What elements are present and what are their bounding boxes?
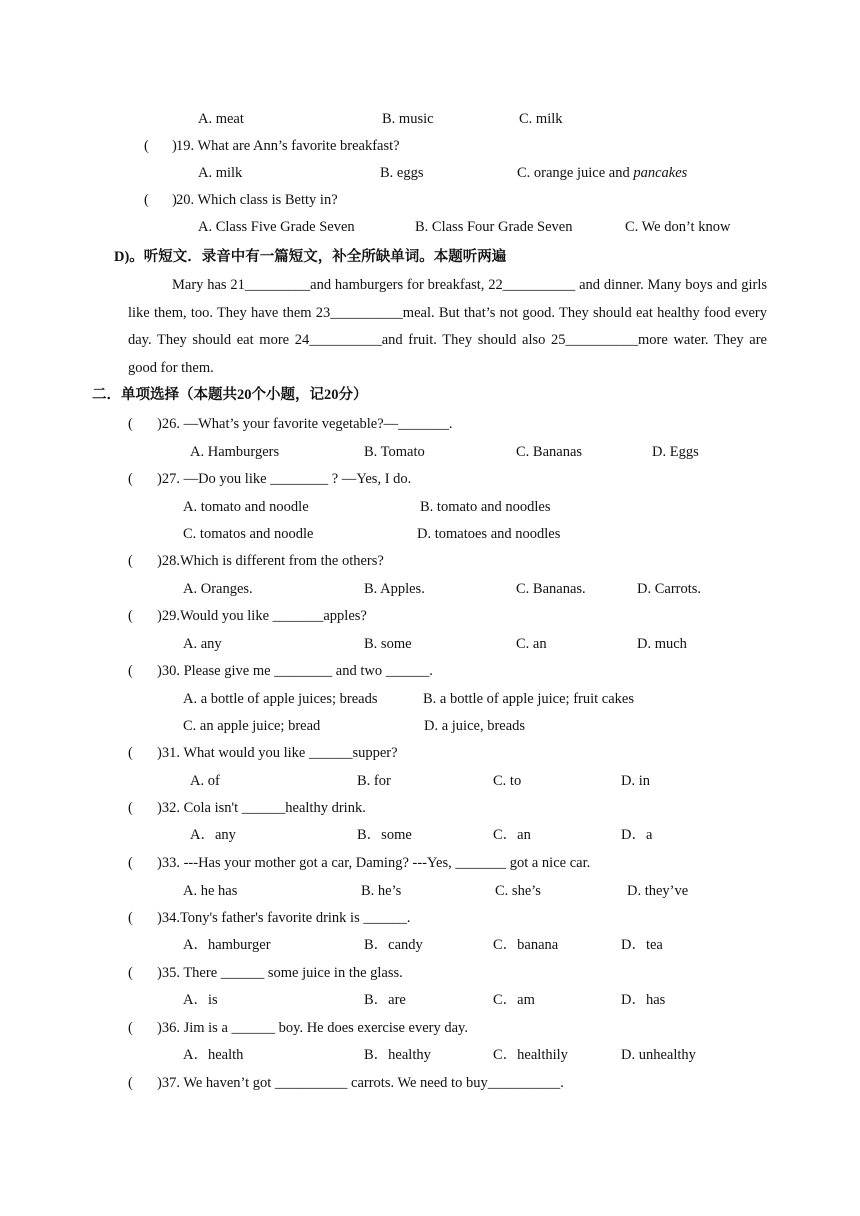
q26-option-c: C. Bananas bbox=[516, 444, 583, 460]
q32-paren: ( bbox=[128, 800, 133, 816]
q19-stem: 19. What are Ann’s favorite breakfast? bbox=[176, 138, 400, 154]
q33-stem: )33. ---Has your mother got a car, Daming? ---Yes, _______ got a nice car. bbox=[157, 855, 591, 871]
q19-option-c-text: C. orange juice and bbox=[517, 165, 634, 181]
q27-option-a: A. tomato and noodle bbox=[183, 499, 309, 515]
q28-option-b: B. Apples. bbox=[364, 581, 425, 597]
q20-close: ) bbox=[172, 192, 177, 208]
q31-paren: ( bbox=[128, 745, 133, 761]
q18-option-b: B. music bbox=[382, 111, 434, 127]
q26-option-a: A. Hamburgers bbox=[190, 444, 280, 460]
q19-option-a: A. milk bbox=[198, 165, 243, 181]
q31-stem: )31. What would you like ______supper? bbox=[157, 745, 398, 761]
q19-option-c-italic: pancakes bbox=[633, 165, 688, 181]
q20-option-c: C. We don’t know bbox=[625, 219, 731, 235]
section-d-passage bbox=[128, 272, 767, 382]
q34-paren: ( bbox=[128, 910, 133, 926]
q26-option-b: B. Tomato bbox=[364, 444, 425, 460]
q19-option-c bbox=[517, 164, 687, 182]
q29-stem: )29.Would you like _______apples? bbox=[157, 608, 367, 624]
q20-paren: ( bbox=[144, 192, 149, 208]
q26-option-d: D. Eggs bbox=[652, 444, 699, 460]
q27-option-c: C. tomatos and noodle bbox=[183, 526, 314, 542]
q32-option-d: D．a bbox=[621, 827, 653, 843]
q27-option-d: D. tomatoes and noodles bbox=[417, 526, 561, 542]
q28-option-a: A. Oranges. bbox=[183, 581, 253, 597]
q18-option-c: C. milk bbox=[519, 111, 563, 127]
q30-option-a: A. a bottle of apple juices; breads bbox=[183, 691, 378, 707]
q27-stem: )27. —Do you like ________ ? —Yes, I do. bbox=[157, 471, 412, 487]
q27-option-b: B. tomato and noodles bbox=[420, 499, 551, 515]
q29-option-d: D. much bbox=[637, 636, 687, 652]
q32-option-c: C．an bbox=[493, 827, 531, 843]
q33-option-b: B. he’s bbox=[361, 883, 402, 899]
q35-paren: ( bbox=[128, 965, 133, 981]
q35-option-a: A．is bbox=[183, 992, 218, 1008]
q31-option-b: B. for bbox=[357, 773, 391, 789]
q36-option-a: A．health bbox=[183, 1047, 244, 1063]
q20-option-b: B. Class Four Grade Seven bbox=[415, 219, 573, 235]
q28-option-c: C. Bananas. bbox=[516, 581, 586, 597]
q34-option-a: A．hamburger bbox=[183, 937, 271, 953]
q33-option-c: C. she’s bbox=[495, 883, 541, 899]
q36-option-c: C．healthily bbox=[493, 1047, 568, 1063]
q30-paren: ( bbox=[128, 663, 133, 679]
q19-option-b: B. eggs bbox=[380, 165, 424, 181]
q26-paren: ( bbox=[128, 416, 133, 432]
q28-option-d: D. Carrots. bbox=[637, 581, 702, 597]
q37-stem: )37. We haven’t got __________ carrots. We need to buy__________. bbox=[157, 1075, 564, 1091]
q31-option-c: C. to bbox=[493, 773, 522, 789]
q33-option-d: D. they’ve bbox=[627, 883, 689, 899]
q34-option-b: B．candy bbox=[364, 937, 423, 953]
q33-paren: ( bbox=[128, 855, 133, 871]
q35-option-b: B．are bbox=[364, 992, 406, 1008]
q30-option-c: C. an apple juice; bread bbox=[183, 718, 321, 734]
q26-stem: )26. —What’s your favorite vegetable?—_______. bbox=[157, 416, 453, 432]
q32-stem: )32. Cola isn't ______healthy drink. bbox=[157, 800, 366, 816]
q31-option-d: D. in bbox=[621, 773, 650, 789]
q29-option-b: B. some bbox=[364, 636, 412, 652]
q32-option-b: B．some bbox=[357, 827, 412, 843]
q28-paren: ( bbox=[128, 553, 133, 569]
q19-close: ) bbox=[172, 138, 177, 154]
q29-paren: ( bbox=[128, 608, 133, 624]
q30-option-b: B. a bottle of apple juice; fruit cakes bbox=[423, 691, 634, 707]
q34-stem: )34.Tony's father's favorite drink is ______. bbox=[157, 910, 411, 926]
q35-stem: )35. There ______ some juice in the glass. bbox=[157, 965, 403, 981]
q35-option-d: D．has bbox=[621, 992, 666, 1008]
q19-paren: ( bbox=[144, 138, 149, 154]
q36-option-b: B．healthy bbox=[364, 1047, 431, 1063]
q37-paren: ( bbox=[128, 1075, 133, 1091]
section-2-heading: 二．单项选择（本题共20个小题，记20分） bbox=[92, 387, 368, 403]
q34-option-c: C．banana bbox=[493, 937, 559, 953]
q34-option-d: D．tea bbox=[621, 937, 663, 953]
section-d-heading: D)。听短文．录音中有一篇短文，补全所缺单词。本题听两遍 bbox=[114, 249, 507, 265]
q33-option-a: A. he has bbox=[183, 883, 238, 899]
q29-option-a: A. any bbox=[183, 636, 222, 652]
q31-option-a: A. of bbox=[190, 773, 220, 789]
passage-text: Mary has 21_________and hamburgers for breakfast, 22__________ and dinner. Many boys and girls like them, too. They have them 23__________meal. But that’s not good. They should eat healthy food every day. They should eat more 24__________and fruit. They should also 25__________more water. They are good for them. bbox=[128, 277, 767, 376]
q36-stem: )36. Jim is a ______ boy. He does exercise every day. bbox=[157, 1020, 468, 1036]
q20-stem: 20. Which class is Betty in? bbox=[176, 192, 338, 208]
q36-option-d: D. unhealthy bbox=[621, 1047, 696, 1063]
q36-paren: ( bbox=[128, 1020, 133, 1036]
q30-stem: )30. Please give me ________ and two ______. bbox=[157, 663, 433, 679]
q29-option-c: C. an bbox=[516, 636, 547, 652]
q27-paren: ( bbox=[128, 471, 133, 487]
q18-option-a: A. meat bbox=[198, 111, 244, 127]
q35-option-c: C．am bbox=[493, 992, 535, 1008]
q32-option-a: A．any bbox=[190, 827, 236, 843]
q30-option-d: D. a juice, breads bbox=[424, 718, 526, 734]
q28-stem: )28.Which is different from the others? bbox=[157, 553, 384, 569]
q20-option-a: A. Class Five Grade Seven bbox=[198, 219, 355, 235]
